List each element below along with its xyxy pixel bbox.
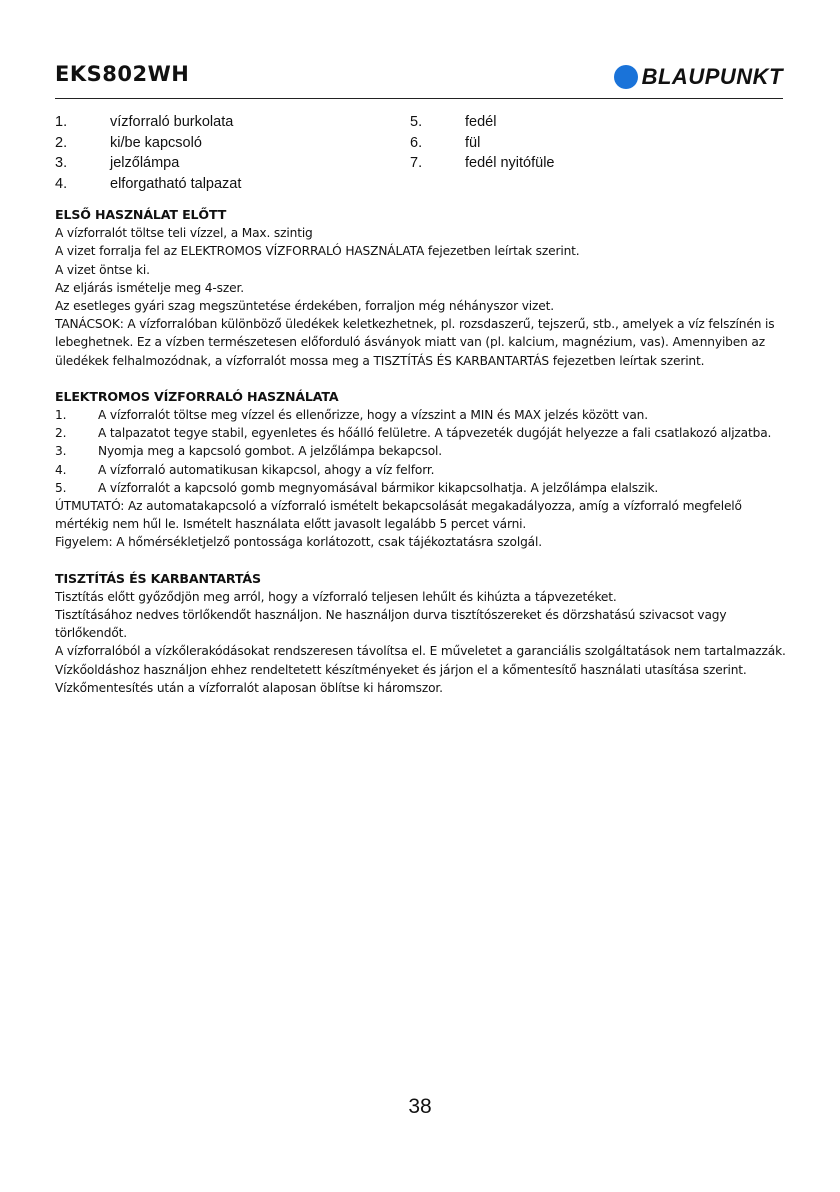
section-cleaning <box>55 570 795 697</box>
paragraph: Tisztítás előtt győződjön meg arról, hogy a vízforraló teljesen lehűlt és kihúzta a tápvezetéket. <box>55 589 617 604</box>
brand-name: BLAUPUNKT <box>641 64 783 89</box>
brand-dot-icon <box>614 65 638 89</box>
paragraph: Tisztításához nedves törlőkendőt használjon. Ne használjon durva tisztítószereket és dörzshatású szivacsot vagy törlőkendőt. <box>55 608 727 641</box>
section-heading: TISZTÍTÁS ÉS KARBANTARTÁS <box>55 570 261 586</box>
paragraph: ÚTMUTATÓ: Az automatakapcsoló a vízforraló ismételt bekapcsolását megakadályozza, amíg a vízforraló megfelelő mértékig nem hűl le. Ismételt használata előtt javasolt legalább 5 percet várni. <box>55 499 742 532</box>
paragraph: A vizet forralja fel az ELEKTROMOS VÍZFORRALÓ HASZNÁLATA fejezetben leírtak szerint. <box>55 244 580 259</box>
paragraph: Az eljárás ismételje meg 4-szer. <box>55 280 244 295</box>
section-heading: ELSŐ HASZNÁLAT ELŐTT <box>55 207 227 222</box>
paragraph: Figyelem: A hőmérsékletjelző pontossága korlátozott, csak tájékoztatásra szolgál. <box>55 535 542 550</box>
section-usage <box>55 388 795 552</box>
paragraph: A vizet öntse ki. <box>55 262 150 277</box>
paragraph: Az esetleges gyári szag megszüntetése érdekében, forraljon még néhányszor vizet. <box>55 299 554 314</box>
paragraph: A vízforralóból a vízkőlerakódásokat rendszeresen távolítsa el. E műveletet a garanciális szolgáltatások nem tartalmazzák. Vízkőoldáshoz használjon ehhez rendeltetett készítményeket és járjon el a kőmentesítő használati utasítása szerint. Vízkőmentesítés után a vízforralót alaposan öblítse ki háromszor. <box>55 644 786 695</box>
list-item: 4. A vízforraló automatikusan kikapcsol, ahogy a víz felforr. <box>55 462 435 477</box>
page-header <box>55 62 783 99</box>
manual-content <box>55 206 795 715</box>
paragraph: TANÁCSOK: A vízforralóban különböző üledékek keletkezhetnek, pl. rozsdaszerű, tejszerű, stb., amelyek a víz felszínén is lebeghetnek. Ez a vízben természetesen előforduló ásványok miatt van (pl. kalcium, magnézium, vas). Amennyiben az üledékek felhalmozódnak, a vízforralót mossa meg a TISZTÍTÁS ÉS KARBANTARTÁS fejezetben leírtak szerint. <box>55 317 775 368</box>
list-item: 2. A talpazatot tegye stabil, egyenletes és hőálló felületre. A tápvezeték dugóját helyezze a fali csatlakozó aljzatba. <box>55 426 772 441</box>
section-heading: ELEKTROMOS VÍZFORRALÓ HASZNÁLATA <box>55 388 339 404</box>
model-number: EKS802WH <box>55 62 190 86</box>
section-first-use <box>55 206 795 370</box>
list-item: 3. Nyomja meg a kapcsoló gombot. A jelzőlámpa bekapcsol. <box>55 444 443 459</box>
usage-steps <box>55 406 795 497</box>
page-number: 38 <box>408 1095 432 1118</box>
list-item: 1. A vízforralót töltse meg vízzel és ellenőrizze, hogy a vízszint a MIN és MAX jelzés között van. <box>55 408 648 423</box>
list-item: 5. A vízforralót a kapcsoló gomb megnyomásával bármikor kikapcsolhatja. A jelzőlámpa elalszik. <box>55 480 659 495</box>
paragraph: A vízforralót töltse teli vízzel, a Max. szintig <box>55 226 313 241</box>
brand-logo <box>614 64 783 90</box>
